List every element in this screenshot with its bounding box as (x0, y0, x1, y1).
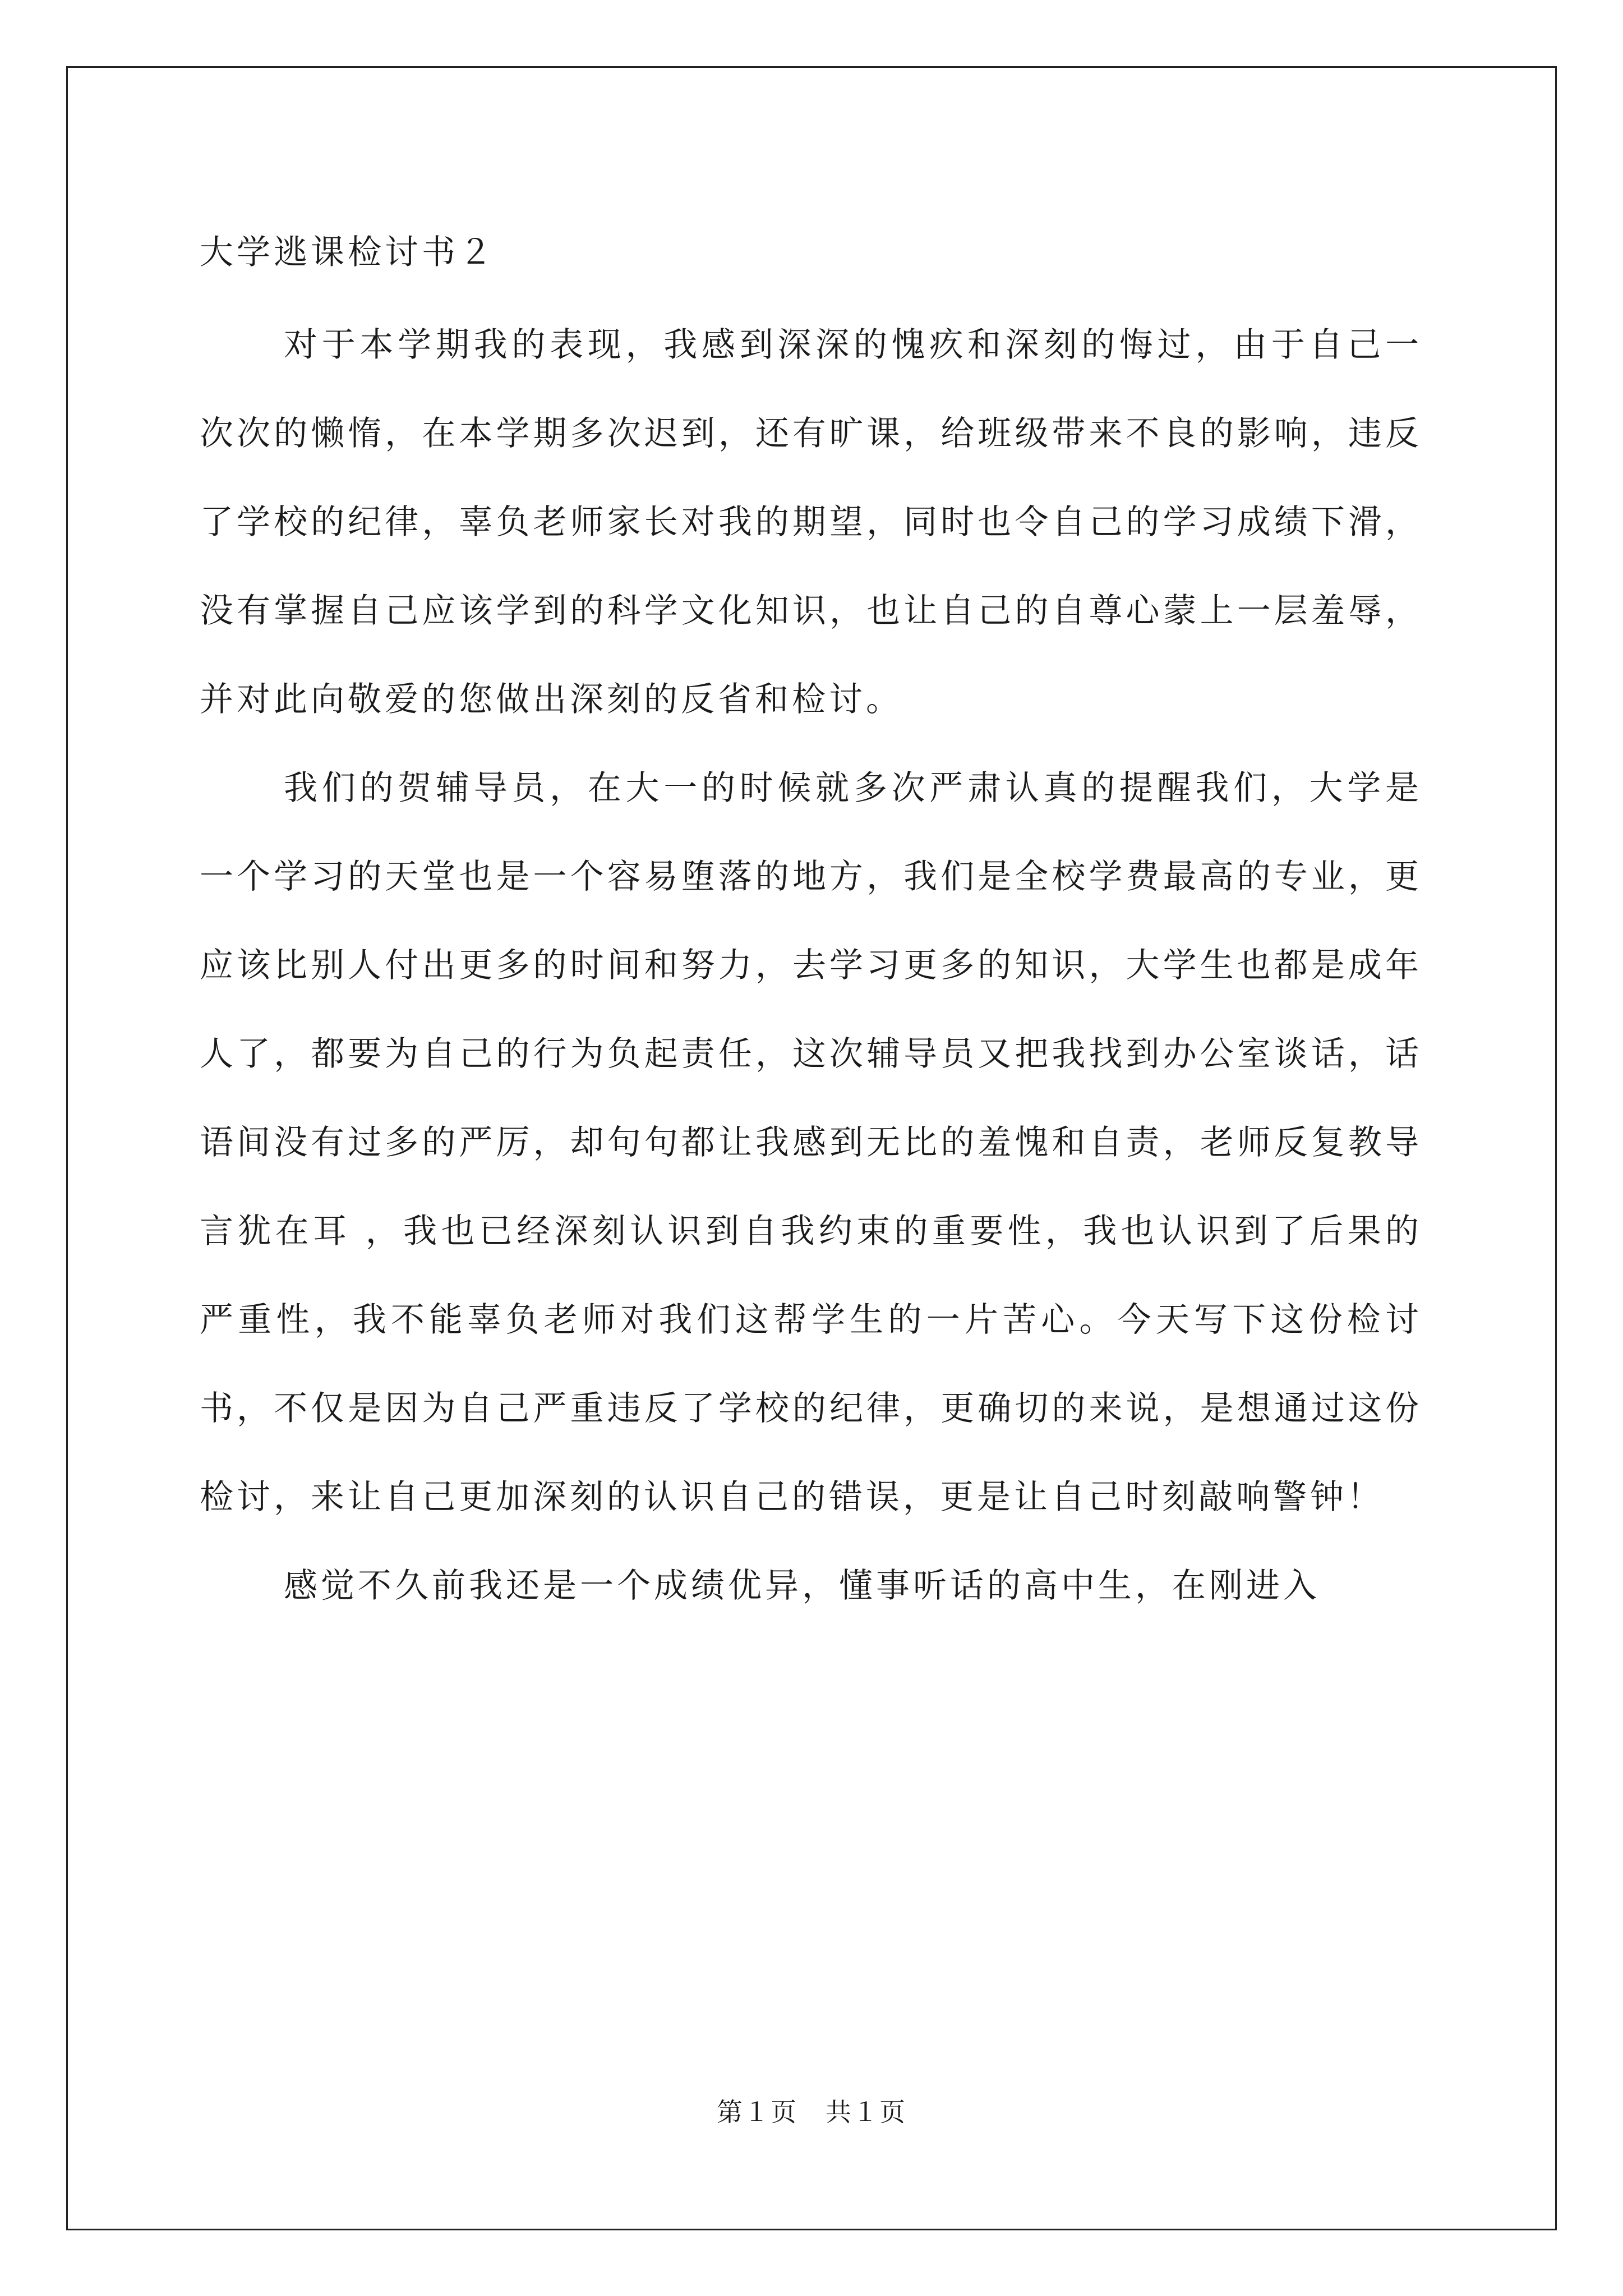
paragraph-2: 我们的贺辅导员，在大一的时候就多次严肃认真的提醒我们，大学是一个学习的天堂也是一个容易堕落的地方，我们是全校学费最高的专业，更应该比别人付出更多的时间和努力，去学习更多的知识，大学生也都是成年人了，都要为自己的行为负起责任，这次辅导员又把我找到办公室谈话，话语间没有过多的严厉，却句句都让我感到无比的羞愧和自责，老师反复教导言犹在耳 ，我也已经深刻认识到自我约束的重要性，我也认识到了后果的严重性，我不能辜负老师对我们这帮学生的一片苦心。今天写下这份检讨书，不仅是因为自己严重违反了学校的纪律，更确切的来说，是想通过这份检讨，来让自己更加深刻的认识自己的错误，更是让自己时刻敲响警钟！ (200, 769, 1422, 1517)
paragraph-1: 对于本学期我的表现，我感到深深的愧疚和深刻的悔过，由于自己一次次的懒惰，在本学期多次迟到，还有旷课，给班级带来不良的影响，违反了学校的纪律，辜负老师家长对我的期望，同时也令自己的学习成绩下滑，没有掌握自己应该学到的科学文化知识，也让自己的自尊心蒙上一层羞辱，并对此向敬爱的您做出深刻的反省和检讨。 (200, 325, 1422, 719)
page-number: 第１页 (717, 2097, 797, 2127)
paragraph-3: 感觉不久前我还是一个成绩优异，懂事听话的高中生，在刚进入 (284, 1566, 1320, 1605)
document-body (200, 219, 1422, 1630)
page-footer (0, 2095, 1623, 2129)
document-title: 大学逃课检讨书２ (200, 233, 496, 272)
page-total: 共１页 (826, 2097, 906, 2127)
